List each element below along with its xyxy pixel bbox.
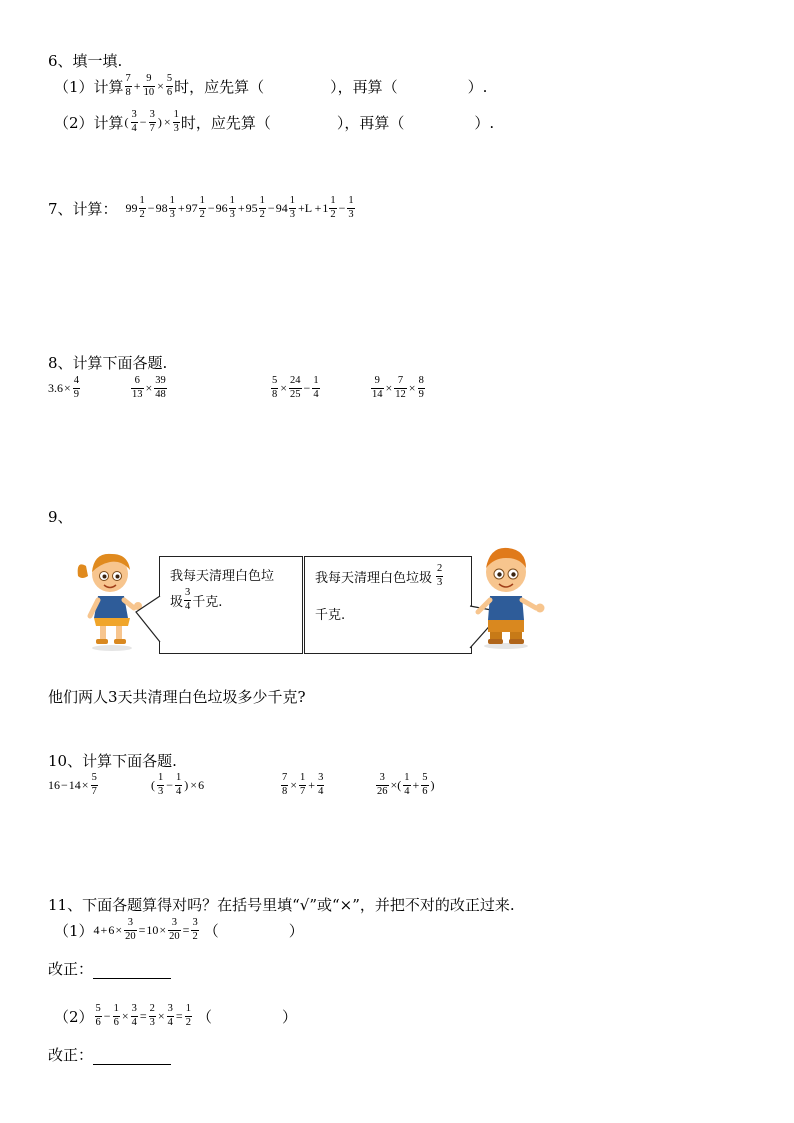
q7-title: 7、计算：: [48, 199, 118, 218]
q7-term: + 95 $\frac{1}{2}$: [237, 195, 265, 220]
q6-part2: [54, 110, 494, 134]
q6-p1-prefix: （1）计算: [54, 77, 124, 96]
q6-p1-mid2: ），再算（: [330, 77, 398, 96]
q7-term: − $\frac{1}{3}$: [338, 195, 354, 220]
q11-fix1-label: 改正：: [48, 960, 94, 978]
q8-expr-3: $\frac{5}{8}$ × $\frac{24}{25}$ − $\frac{1}{4}$: [272, 375, 319, 400]
q8-expr-2: $\frac{6}{13}$ × $\frac{39}{48}$: [132, 375, 166, 400]
boy-line-1: 我每天清理白色垃圾 $\frac{2}{3}$: [315, 563, 443, 588]
q11-part2: [54, 1004, 297, 1028]
q11-fix1-line[interactable]: [93, 964, 171, 979]
q10-expr-1: 16 − 14 × $\frac{5}{7}$: [48, 772, 97, 797]
q6-p2-end: ）.: [474, 113, 495, 132]
q7-term: 99 $\frac{1}{2}$: [125, 195, 145, 220]
q11-part1: [54, 918, 304, 942]
girl-bubble-tail: [132, 594, 164, 646]
q7-term: − 96 $\frac{1}{3}$: [207, 195, 235, 220]
q10-expr-2: ( $\frac{1}{3}$ − $\frac{1}{4}$ ) × 6: [151, 772, 205, 797]
q11-p2-paren-close: ）: [281, 1007, 297, 1026]
q11-fix2-line[interactable]: [93, 1050, 171, 1065]
q7-term: − 98 $\frac{1}{3}$: [147, 195, 175, 220]
girl-line-1: 我每天清理白色垃: [170, 569, 275, 584]
q11-p2-expression: $\frac{5}{6}$ − $\frac{1}{6}$ × $\frac{3}{4}$ = $\frac{2}{3}$ × $\frac{3}{4}$ = $\frac{1}{2}$: [95, 1003, 191, 1028]
q10-expr-3: $\frac{7}{8}$ × $\frac{1}{7}$ + $\frac{3}{4}$: [282, 772, 324, 797]
q11-fix-1: [48, 958, 171, 979]
q11-fix-2: [48, 1044, 171, 1065]
q7-term: +L + 1 $\frac{1}{2}$: [297, 195, 336, 220]
q6-p2-prefix: （2）计算: [54, 113, 124, 132]
q11-fix2-label: 改正：: [48, 1046, 94, 1064]
q7-expression: [126, 196, 356, 220]
q6-p2-mid2: ），再算（: [336, 113, 405, 132]
q10-title: 10、计算下面各题.: [48, 752, 177, 770]
q6-p1-end: ）.: [467, 77, 488, 96]
girl-line-2: 圾 $\frac{3}{4}$ 千克.: [170, 587, 223, 612]
q11-p2-prefix: （2）: [54, 1007, 94, 1026]
q11-p1-expression: 4 + 6 × $\frac{3}{20}$ = 10 × $\frac{3}{20}$ = $\frac{3}{2}$: [93, 917, 198, 942]
q8-expr-4: $\frac{9}{14}$ × $\frac{7}{12}$ × $\frac{8}{9}$: [372, 375, 424, 400]
q11-p2-paren-open: （: [196, 1007, 212, 1026]
q7-term: + 97 $\frac{1}{2}$: [177, 195, 205, 220]
q11-title: 11、下面各题算得对吗？在括号里填“√”或“×”，并把不对的改正过来.: [48, 896, 515, 914]
boy-line-2: 千克.: [315, 608, 346, 623]
q10-expr-4: $\frac{3}{26}$ ×( $\frac{1}{4}$ + $\frac{5}{6}$ ): [377, 772, 435, 797]
q7-line: [48, 196, 356, 220]
q6-p2-expression: ( $\frac{3}{4}$ − $\frac{3}{7}$ ) × $\frac{1}{3}$: [124, 109, 179, 134]
q9-question: 他们两人3天共清理白色垃圾多少千克?: [48, 688, 306, 706]
boy-illustration: [470, 546, 550, 650]
q6-p1-mid: 时，应先算（: [174, 77, 265, 96]
q11-p1-prefix: （1）: [54, 921, 94, 940]
q7-term: − 94 $\frac{1}{3}$: [267, 195, 295, 220]
q11-p1-paren-close: ）: [288, 921, 304, 940]
q6-title: 6、填一填.: [48, 52, 123, 70]
q11-p1-paren-open: （: [203, 921, 219, 940]
q6-p1-expression: $\frac{7}{8}$ + $\frac{9}{10}$ × $\frac{5}{6}$: [125, 73, 173, 98]
q8-title: 8、计算下面各题.: [48, 354, 168, 372]
q6-p2-mid: 时，应先算（: [180, 113, 271, 132]
q8-expr-1: 3.6 × $\frac{4}{9}$: [48, 375, 80, 400]
q6-part1: [54, 74, 487, 98]
q9-title: 9、: [48, 508, 73, 526]
